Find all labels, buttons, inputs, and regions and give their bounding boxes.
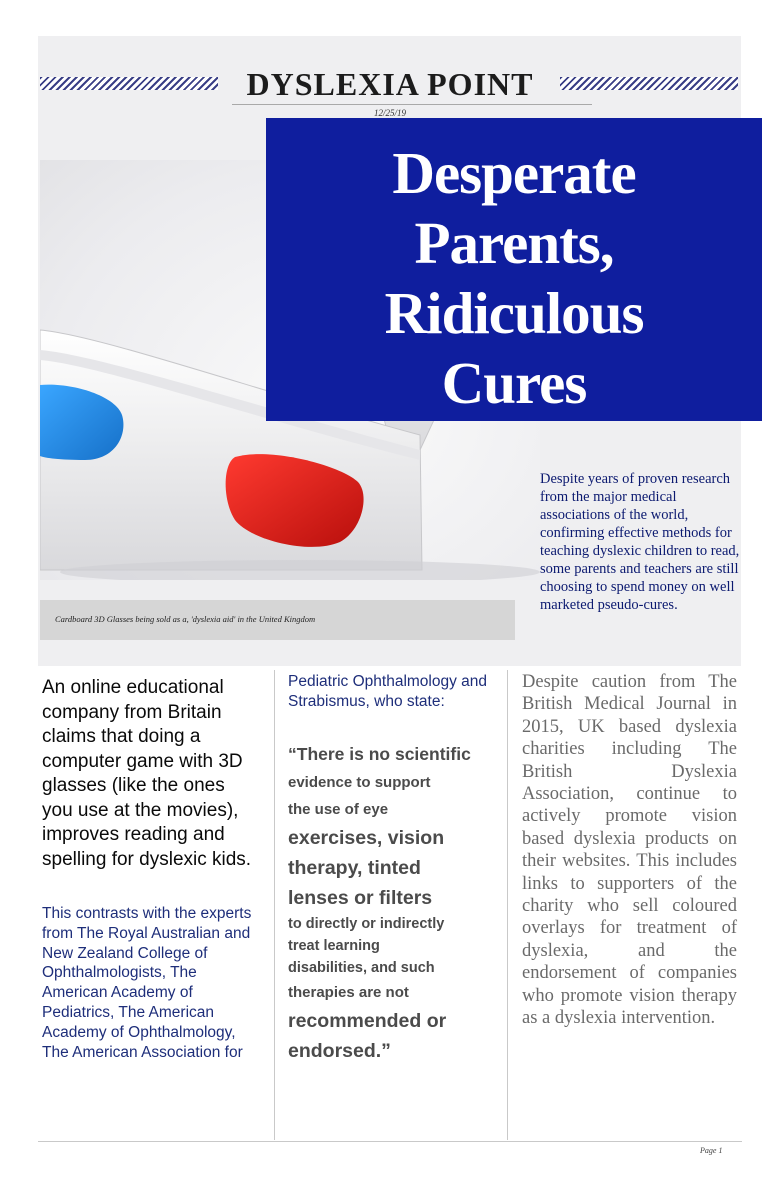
- quote-line: treat learning: [288, 938, 380, 954]
- masthead-title: DYSLEXIA POINT: [246, 66, 534, 102]
- photo-caption: Cardboard 3D Glasses being sold as a, 'dyslexia aid' in the United Kingdom: [55, 614, 316, 624]
- quote-line: the use of eye: [288, 801, 389, 818]
- column3-text: Despite caution from The British Medical Journal in 2015, UK based dyslexia charities including The British Dyslexia Association, continue to actively promote vision based dyslexia products on their websites. This includes links to supporters of the charity who sell coloured overlays for treatment of dyslexia, and the endorsement of companies who promote vision therapy as a dyslexia intervention.: [522, 672, 737, 1029]
- headline-line: Desperate: [392, 140, 636, 206]
- masthead-rule: [232, 104, 592, 105]
- masthead-stripe-right: [560, 77, 738, 90]
- column1-body: This contrasts with the experts from The Royal Australian and New Zealand College of Ophthalmologists, The American Academy of Pediatrics, The American Academy of Ophthalmology, The American Association for: [42, 905, 252, 1061]
- quote-line: recommended or: [288, 1010, 447, 1032]
- intro-paragraph: Despite years of proven research from the major medical associations of the world, confirming effective methods for teaching dyslexic children to read, some parents and teachers are still choosing to spend money on well marketed pseudo-cures.: [540, 471, 740, 613]
- page-number: Page 1: [700, 1146, 723, 1155]
- quote-line: to directly or indirectly: [288, 916, 445, 932]
- quote-line: lenses or filters: [288, 887, 433, 909]
- quote-line: evidence to support: [288, 774, 431, 791]
- headline: [266, 138, 762, 418]
- column-divider: [507, 670, 508, 1140]
- column1-lead: An online educational company from Britain claims that doing a computer game with 3D glasses (like the ones you use at the movies), improves reading and spelling for dyslexic kids.: [42, 677, 252, 870]
- expert-quote: [288, 740, 503, 1066]
- issue-date: 12/25/19: [373, 108, 406, 118]
- headline-line: Ridiculous: [384, 280, 644, 346]
- footer-rule: [38, 1141, 742, 1142]
- quote-line: therapies are not: [288, 984, 409, 1001]
- headline-line: Parents,: [414, 210, 614, 276]
- column2-continued: Pediatric Ophthalmology and Strabismus, who state:: [288, 673, 488, 710]
- quote-line: disabilities, and such: [288, 960, 435, 976]
- headline-line: Cures: [441, 350, 587, 416]
- quote-line: endorsed.”: [288, 1040, 391, 1062]
- quote-line: therapy, tinted: [288, 857, 421, 879]
- column-divider: [274, 670, 275, 1140]
- masthead-stripe-left: [40, 77, 218, 90]
- quote-line: “There is no scientific: [288, 744, 471, 764]
- quote-line: exercises, vision: [288, 827, 445, 849]
